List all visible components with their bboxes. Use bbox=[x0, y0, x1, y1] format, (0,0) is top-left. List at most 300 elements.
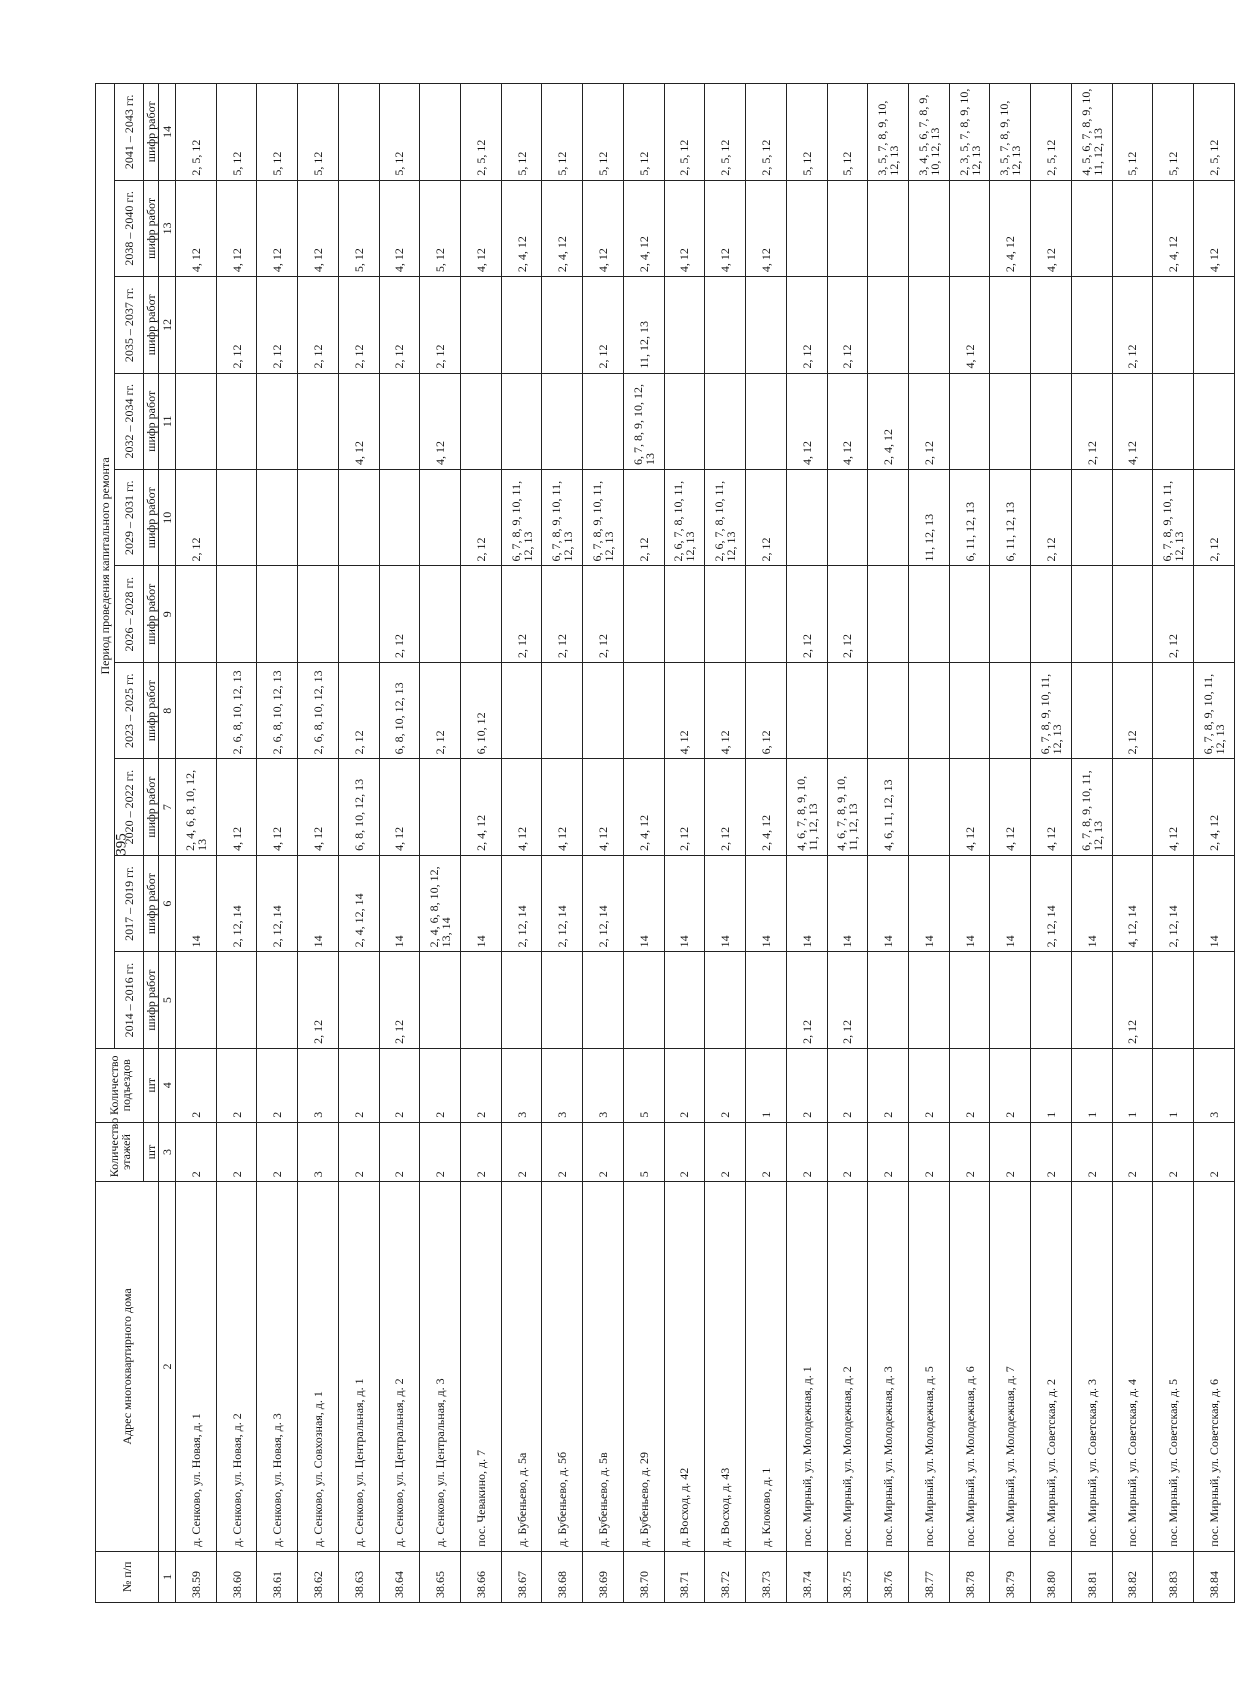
header-column-index: 7 bbox=[159, 759, 176, 855]
row-work-codes: 6, 11, 12, 13 bbox=[949, 470, 990, 566]
header-work-code: шифр работ bbox=[144, 180, 159, 276]
row-work-codes: 6, 12 bbox=[746, 662, 787, 758]
row-work-codes: 2, 4, 12 bbox=[542, 180, 583, 276]
row-work-codes: 2, 12 bbox=[786, 952, 827, 1048]
row-work-codes: 6, 10, 12 bbox=[461, 662, 502, 758]
row-work-codes bbox=[1112, 566, 1153, 662]
row-number: 38.67 bbox=[501, 1551, 542, 1602]
row-work-codes bbox=[1031, 277, 1072, 373]
row-work-codes bbox=[705, 373, 746, 469]
row-number: 38.80 bbox=[1031, 1551, 1072, 1602]
row-number: 38.62 bbox=[298, 1551, 339, 1602]
row-work-codes bbox=[257, 952, 298, 1048]
repair-schedule-table bbox=[95, 83, 1235, 1603]
row-work-codes bbox=[908, 180, 949, 276]
row-work-codes bbox=[1112, 759, 1153, 855]
row-work-codes: 2, 4, 12 bbox=[623, 180, 664, 276]
row-work-codes: 4, 12 bbox=[338, 373, 379, 469]
header-column-index: 8 bbox=[159, 662, 176, 758]
row-work-codes bbox=[868, 662, 909, 758]
row-address: д. Сенково, ул. Центральная, д. 2 bbox=[379, 1182, 420, 1551]
row-floors: 2 bbox=[990, 1122, 1031, 1182]
row-work-codes bbox=[257, 373, 298, 469]
row-work-codes: 14 bbox=[990, 855, 1031, 951]
row-entrances: 2 bbox=[257, 1048, 298, 1122]
header-column-index: 2 bbox=[159, 1182, 176, 1551]
table-row bbox=[623, 84, 664, 1603]
row-work-codes: 4, 12 bbox=[298, 759, 339, 855]
header-number: № п/п bbox=[96, 1551, 159, 1602]
row-work-codes: 4, 12 bbox=[786, 373, 827, 469]
row-work-codes bbox=[298, 373, 339, 469]
row-work-codes: 4, 12 bbox=[257, 759, 298, 855]
row-work-codes: 3, 5, 7, 8, 9, 10, 12, 13 bbox=[868, 84, 909, 181]
row-work-codes: 14 bbox=[868, 855, 909, 951]
row-entrances: 2 bbox=[461, 1048, 502, 1122]
row-work-codes: 2, 5, 12 bbox=[705, 84, 746, 181]
row-work-codes: 2, 5, 12 bbox=[461, 84, 502, 181]
row-work-codes: 2, 5, 12 bbox=[1031, 84, 1072, 181]
row-floors: 2 bbox=[1112, 1122, 1153, 1182]
row-work-codes: 5, 12 bbox=[623, 84, 664, 181]
row-address: пос. Мирный, ул. Советская, д. 3 bbox=[1071, 1182, 1112, 1551]
row-work-codes: 2, 4, 12 bbox=[1193, 759, 1234, 855]
row-work-codes: 2, 4, 6, 8, 10, 12, 13, 14 bbox=[420, 855, 461, 951]
row-work-codes bbox=[216, 373, 257, 469]
row-work-codes bbox=[786, 662, 827, 758]
row-work-codes: 4, 12 bbox=[705, 180, 746, 276]
row-address: д. Сенково, ул. Совхозная, д. 1 bbox=[298, 1182, 339, 1551]
row-work-codes: 2, 5, 12 bbox=[746, 84, 787, 181]
row-work-codes: 2, 12 bbox=[1071, 373, 1112, 469]
row-number: 38.72 bbox=[705, 1551, 746, 1602]
row-entrances: 2 bbox=[664, 1048, 705, 1122]
table-row bbox=[705, 84, 746, 1603]
row-address: д. Восход, д. 43 bbox=[705, 1182, 746, 1551]
row-work-codes bbox=[583, 662, 624, 758]
table-row bbox=[664, 84, 705, 1603]
row-work-codes: 4, 12 bbox=[1031, 180, 1072, 276]
row-work-codes bbox=[1031, 373, 1072, 469]
table-row bbox=[257, 84, 298, 1603]
row-work-codes: 4, 12 bbox=[1193, 180, 1234, 276]
row-work-codes bbox=[501, 277, 542, 373]
row-work-codes: 4, 6, 11, 12, 13 bbox=[868, 759, 909, 855]
row-entrances: 3 bbox=[542, 1048, 583, 1122]
row-number: 38.84 bbox=[1193, 1551, 1234, 1602]
row-work-codes bbox=[1071, 662, 1112, 758]
header-column-index: 14 bbox=[159, 84, 176, 181]
header-column-index: 5 bbox=[159, 952, 176, 1048]
row-work-codes: 4, 12 bbox=[1112, 373, 1153, 469]
row-work-codes: 2, 3, 5, 7, 8, 9, 10, 12, 13 bbox=[949, 84, 990, 181]
row-address: д. Клоково, д. 1 bbox=[746, 1182, 787, 1551]
row-work-codes: 14 bbox=[705, 855, 746, 951]
header-period: 2020 – 2022 гг. bbox=[115, 759, 144, 855]
row-work-codes bbox=[908, 277, 949, 373]
row-work-codes: 2, 12 bbox=[542, 566, 583, 662]
header-period: 2035 – 2037 гг. bbox=[115, 277, 144, 373]
row-work-codes bbox=[1153, 373, 1194, 469]
row-work-codes bbox=[298, 566, 339, 662]
row-work-codes: 4, 5, 6, 7, 8, 9, 10, 11, 12, 13 bbox=[1071, 84, 1112, 181]
row-work-codes bbox=[705, 566, 746, 662]
row-work-codes bbox=[461, 566, 502, 662]
row-work-codes bbox=[583, 373, 624, 469]
row-work-codes bbox=[990, 373, 1031, 469]
row-work-codes: 6, 11, 12, 13 bbox=[990, 470, 1031, 566]
row-work-codes: 4, 12 bbox=[379, 180, 420, 276]
row-work-codes: 2, 12, 14 bbox=[1031, 855, 1072, 951]
page-number: 395 bbox=[113, 833, 130, 856]
row-address: пос. Мирный, ул. Молодежная, д. 1 bbox=[786, 1182, 827, 1551]
row-work-codes: 4, 12 bbox=[827, 373, 868, 469]
row-floors: 2 bbox=[216, 1122, 257, 1182]
row-work-codes bbox=[216, 470, 257, 566]
row-work-codes bbox=[949, 566, 990, 662]
table-row bbox=[176, 84, 217, 1603]
row-floors: 2 bbox=[542, 1122, 583, 1182]
row-work-codes: 2, 12 bbox=[420, 662, 461, 758]
row-work-codes: 2, 12 bbox=[420, 277, 461, 373]
header-work-code: шифр работ bbox=[144, 662, 159, 758]
header-period: 2026 – 2028 гг. bbox=[115, 566, 144, 662]
row-work-codes: 4, 12 bbox=[990, 759, 1031, 855]
row-work-codes bbox=[827, 662, 868, 758]
row-work-codes bbox=[542, 952, 583, 1048]
row-work-codes: 2, 12 bbox=[623, 470, 664, 566]
row-work-codes: 4, 12 bbox=[705, 662, 746, 758]
row-address: д. Сенково, ул. Новая, д. 1 bbox=[176, 1182, 217, 1551]
row-number: 38.71 bbox=[664, 1551, 705, 1602]
row-work-codes bbox=[420, 952, 461, 1048]
row-work-codes: 4, 12 bbox=[949, 759, 990, 855]
row-work-codes bbox=[664, 952, 705, 1048]
row-work-codes bbox=[786, 470, 827, 566]
row-work-codes bbox=[949, 662, 990, 758]
row-work-codes bbox=[1193, 566, 1234, 662]
row-number: 38.76 bbox=[868, 1551, 909, 1602]
header-period: 2032 – 2034 гг. bbox=[115, 373, 144, 469]
row-work-codes: 2, 5, 12 bbox=[664, 84, 705, 181]
row-work-codes: 14 bbox=[176, 855, 217, 951]
row-work-codes bbox=[420, 566, 461, 662]
header-column-index: 6 bbox=[159, 855, 176, 951]
row-work-codes: 5, 12 bbox=[501, 84, 542, 181]
row-work-codes bbox=[338, 470, 379, 566]
row-work-codes: 11, 12, 13 bbox=[908, 470, 949, 566]
row-work-codes bbox=[420, 470, 461, 566]
table-row bbox=[1112, 84, 1153, 1603]
row-work-codes: 4, 12 bbox=[746, 180, 787, 276]
row-work-codes: 2, 12, 14 bbox=[216, 855, 257, 951]
row-work-codes: 2, 12 bbox=[583, 566, 624, 662]
row-address: д. Бубеньево, д. 5б bbox=[542, 1182, 583, 1551]
row-floors: 3 bbox=[298, 1122, 339, 1182]
row-work-codes bbox=[338, 952, 379, 1048]
row-work-codes bbox=[420, 84, 461, 181]
row-work-codes: 5, 12 bbox=[420, 180, 461, 276]
table-row bbox=[338, 84, 379, 1603]
row-number: 38.61 bbox=[257, 1551, 298, 1602]
row-work-codes bbox=[623, 952, 664, 1048]
table-row bbox=[583, 84, 624, 1603]
row-entrances: 5 bbox=[623, 1048, 664, 1122]
row-number: 38.66 bbox=[461, 1551, 502, 1602]
row-work-codes: 2, 12, 14 bbox=[257, 855, 298, 951]
row-work-codes bbox=[1112, 180, 1153, 276]
row-work-codes bbox=[623, 566, 664, 662]
row-number: 38.65 bbox=[420, 1551, 461, 1602]
row-work-codes: 2, 4, 12 bbox=[868, 373, 909, 469]
row-work-codes: 4, 6, 7, 8, 9, 10, 11, 12, 13 bbox=[827, 759, 868, 855]
row-work-codes: 2, 12 bbox=[176, 470, 217, 566]
row-work-codes: 4, 12 bbox=[542, 759, 583, 855]
row-work-codes: 2, 12 bbox=[1193, 470, 1234, 566]
row-work-codes bbox=[501, 373, 542, 469]
row-work-codes bbox=[1193, 952, 1234, 1048]
row-floors: 2 bbox=[501, 1122, 542, 1182]
row-work-codes bbox=[1071, 180, 1112, 276]
row-floors: 2 bbox=[664, 1122, 705, 1182]
header-work-code: шифр работ bbox=[144, 277, 159, 373]
row-work-codes: 14 bbox=[827, 855, 868, 951]
row-work-codes: 2, 12 bbox=[216, 277, 257, 373]
row-work-codes: 6, 8, 10, 12, 13 bbox=[338, 759, 379, 855]
row-number: 38.75 bbox=[827, 1551, 868, 1602]
row-work-codes: 5, 12 bbox=[583, 84, 624, 181]
row-address: пос. Мирный, ул. Советская, д. 4 bbox=[1112, 1182, 1153, 1551]
row-work-codes: 2, 12 bbox=[583, 277, 624, 373]
row-work-codes: 4, 12 bbox=[298, 180, 339, 276]
row-work-codes: 2, 4, 6, 8, 10, 12, 13 bbox=[176, 759, 217, 855]
header-unit-entrances: шт bbox=[144, 1048, 159, 1122]
row-work-codes bbox=[664, 566, 705, 662]
row-address: д. Сенково, ул. Новая, д. 3 bbox=[257, 1182, 298, 1551]
row-work-codes: 2, 12, 14 bbox=[542, 855, 583, 951]
row-work-codes: 2, 12 bbox=[338, 277, 379, 373]
header-column-index: 1 bbox=[159, 1551, 176, 1602]
header-period-title: Период проведения капитального ремонта bbox=[96, 84, 115, 1049]
row-work-codes bbox=[1193, 277, 1234, 373]
row-work-codes bbox=[868, 952, 909, 1048]
row-number: 38.78 bbox=[949, 1551, 990, 1602]
row-address: пос. Мирный, ул. Молодежная, д. 3 bbox=[868, 1182, 909, 1551]
row-work-codes: 4, 12 bbox=[501, 759, 542, 855]
table-row bbox=[298, 84, 339, 1603]
row-address: пос. Чевакино, д. 7 bbox=[461, 1182, 502, 1551]
row-floors: 5 bbox=[623, 1122, 664, 1182]
row-work-codes bbox=[1193, 373, 1234, 469]
row-work-codes bbox=[1071, 470, 1112, 566]
row-work-codes bbox=[949, 952, 990, 1048]
table-row bbox=[908, 84, 949, 1603]
row-number: 38.69 bbox=[583, 1551, 624, 1602]
row-work-codes bbox=[746, 566, 787, 662]
table-row bbox=[746, 84, 787, 1603]
row-work-codes: 5, 12 bbox=[379, 84, 420, 181]
row-floors: 2 bbox=[827, 1122, 868, 1182]
row-work-codes: 2, 12 bbox=[908, 373, 949, 469]
row-work-codes bbox=[705, 952, 746, 1048]
row-work-codes: 2, 12 bbox=[461, 470, 502, 566]
row-work-codes: 14 bbox=[664, 855, 705, 951]
row-work-codes: 6, 7, 8, 9, 10, 11, 12, 13 bbox=[1071, 759, 1112, 855]
table-row bbox=[1071, 84, 1112, 1603]
row-work-codes bbox=[257, 470, 298, 566]
row-work-codes: 2, 4, 12 bbox=[623, 759, 664, 855]
row-work-codes bbox=[542, 662, 583, 758]
row-address: пос. Мирный, ул. Советская, д. 2 bbox=[1031, 1182, 1072, 1551]
row-floors: 2 bbox=[338, 1122, 379, 1182]
row-entrances: 2 bbox=[827, 1048, 868, 1122]
row-work-codes bbox=[216, 566, 257, 662]
table-row bbox=[827, 84, 868, 1603]
row-work-codes: 2, 4, 12, 14 bbox=[338, 855, 379, 951]
row-work-codes: 2, 4, 12 bbox=[746, 759, 787, 855]
row-work-codes: 2, 5, 12 bbox=[176, 84, 217, 181]
row-work-codes bbox=[664, 277, 705, 373]
row-work-codes: 2, 12 bbox=[298, 277, 339, 373]
row-address: пос. Мирный, ул. Советская, д. 5 bbox=[1153, 1182, 1194, 1551]
row-floors: 2 bbox=[1031, 1122, 1072, 1182]
row-work-codes: 6, 7, 8, 9, 10, 11, 12, 13 bbox=[501, 470, 542, 566]
row-floors: 2 bbox=[461, 1122, 502, 1182]
row-work-codes bbox=[1071, 277, 1112, 373]
row-work-codes bbox=[176, 373, 217, 469]
table-row bbox=[216, 84, 257, 1603]
row-work-codes: 6, 7, 8, 9, 10, 11, 12, 13 bbox=[542, 470, 583, 566]
header-column-index: 12 bbox=[159, 277, 176, 373]
table-row bbox=[1153, 84, 1194, 1603]
row-number: 38.70 bbox=[623, 1551, 664, 1602]
row-work-codes: 2, 12, 14 bbox=[1153, 855, 1194, 951]
header-period: 2041 – 2043 гг. bbox=[115, 84, 144, 181]
row-entrances: 1 bbox=[746, 1048, 787, 1122]
row-work-codes bbox=[990, 662, 1031, 758]
row-work-codes bbox=[908, 662, 949, 758]
row-work-codes bbox=[542, 277, 583, 373]
table-row bbox=[949, 84, 990, 1603]
row-floors: 2 bbox=[949, 1122, 990, 1182]
row-work-codes bbox=[868, 470, 909, 566]
header-period: 2038 – 2040 гг. bbox=[115, 180, 144, 276]
table-row bbox=[990, 84, 1031, 1603]
row-work-codes bbox=[623, 662, 664, 758]
row-entrances: 2 bbox=[338, 1048, 379, 1122]
row-work-codes bbox=[908, 759, 949, 855]
row-work-codes bbox=[990, 566, 1031, 662]
row-floors: 2 bbox=[1193, 1122, 1234, 1182]
row-work-codes bbox=[1153, 277, 1194, 373]
row-work-codes: 11, 12, 13 bbox=[623, 277, 664, 373]
row-work-codes: 2, 12 bbox=[746, 470, 787, 566]
row-work-codes bbox=[949, 373, 990, 469]
row-work-codes bbox=[1153, 952, 1194, 1048]
row-work-codes bbox=[420, 759, 461, 855]
table-row bbox=[461, 84, 502, 1603]
row-number: 38.59 bbox=[176, 1551, 217, 1602]
row-work-codes: 3, 4, 5, 6, 7, 8, 9, 10, 12, 13 bbox=[908, 84, 949, 181]
row-address: д. Бубеньево, д. 5а bbox=[501, 1182, 542, 1551]
row-work-codes bbox=[338, 84, 379, 181]
row-address: д. Сенково, ул. Центральная, д. 1 bbox=[338, 1182, 379, 1551]
row-number: 38.77 bbox=[908, 1551, 949, 1602]
row-work-codes bbox=[1031, 566, 1072, 662]
header-entrances: Количество подъездов bbox=[96, 1048, 144, 1122]
row-work-codes: 5, 12 bbox=[1112, 84, 1153, 181]
row-work-codes bbox=[461, 952, 502, 1048]
header-period: 2014 – 2016 гг. bbox=[115, 952, 144, 1048]
row-work-codes bbox=[908, 952, 949, 1048]
row-address: пос. Мирный, ул. Советская, д. 6 bbox=[1193, 1182, 1234, 1551]
header-column-index: 3 bbox=[159, 1122, 176, 1182]
row-work-codes bbox=[379, 373, 420, 469]
row-work-codes bbox=[908, 566, 949, 662]
row-work-codes: 2, 12 bbox=[379, 566, 420, 662]
row-floors: 2 bbox=[1071, 1122, 1112, 1182]
row-work-codes: 2, 4, 12 bbox=[990, 180, 1031, 276]
row-work-codes: 2, 12 bbox=[827, 277, 868, 373]
row-work-codes: 14 bbox=[1193, 855, 1234, 951]
row-work-codes: 2, 12 bbox=[827, 566, 868, 662]
row-address: пос. Мирный, ул. Молодежная, д. 7 bbox=[990, 1182, 1031, 1551]
row-entrances: 3 bbox=[501, 1048, 542, 1122]
row-entrances: 2 bbox=[949, 1048, 990, 1122]
row-work-codes: 6, 7, 8, 9, 10, 11, 12, 13 bbox=[583, 470, 624, 566]
row-work-codes: 2, 12 bbox=[1031, 470, 1072, 566]
row-work-codes: 2, 12 bbox=[379, 952, 420, 1048]
row-work-codes: 6, 7, 8, 9, 10, 12, 13 bbox=[623, 373, 664, 469]
row-entrances: 1 bbox=[1071, 1048, 1112, 1122]
row-floors: 2 bbox=[908, 1122, 949, 1182]
row-work-codes bbox=[746, 952, 787, 1048]
row-work-codes bbox=[1071, 566, 1112, 662]
row-work-codes: 2, 12 bbox=[1112, 662, 1153, 758]
row-work-codes bbox=[461, 373, 502, 469]
row-floors: 2 bbox=[176, 1122, 217, 1182]
row-work-codes: 4, 12 bbox=[461, 180, 502, 276]
row-floors: 2 bbox=[746, 1122, 787, 1182]
row-work-codes: 2, 12, 14 bbox=[583, 855, 624, 951]
row-entrances: 2 bbox=[908, 1048, 949, 1122]
row-work-codes: 14 bbox=[461, 855, 502, 951]
table-row bbox=[379, 84, 420, 1603]
row-work-codes: 4, 6, 7, 8, 9, 10, 11, 12, 13 bbox=[786, 759, 827, 855]
row-work-codes bbox=[298, 470, 339, 566]
row-number: 38.63 bbox=[338, 1551, 379, 1602]
row-work-codes bbox=[786, 180, 827, 276]
row-entrances: 3 bbox=[583, 1048, 624, 1122]
row-floors: 2 bbox=[1153, 1122, 1194, 1182]
row-work-codes bbox=[1112, 470, 1153, 566]
row-work-codes: 14 bbox=[1071, 855, 1112, 951]
row-work-codes bbox=[542, 373, 583, 469]
row-work-codes: 3, 5, 7, 8, 9, 10, 12, 13 bbox=[990, 84, 1031, 181]
table-row bbox=[1031, 84, 1072, 1603]
row-work-codes bbox=[1153, 662, 1194, 758]
row-work-codes: 5, 12 bbox=[827, 84, 868, 181]
row-floors: 2 bbox=[420, 1122, 461, 1182]
row-work-codes: 4, 12 bbox=[420, 373, 461, 469]
row-work-codes: 4, 12 bbox=[216, 180, 257, 276]
row-address: пос. Мирный, ул. Молодежная, д. 6 bbox=[949, 1182, 990, 1551]
row-work-codes bbox=[1031, 952, 1072, 1048]
row-work-codes: 4, 12 bbox=[664, 662, 705, 758]
row-work-codes: 4, 12, 14 bbox=[1112, 855, 1153, 951]
row-work-codes bbox=[216, 952, 257, 1048]
table-row bbox=[501, 84, 542, 1603]
